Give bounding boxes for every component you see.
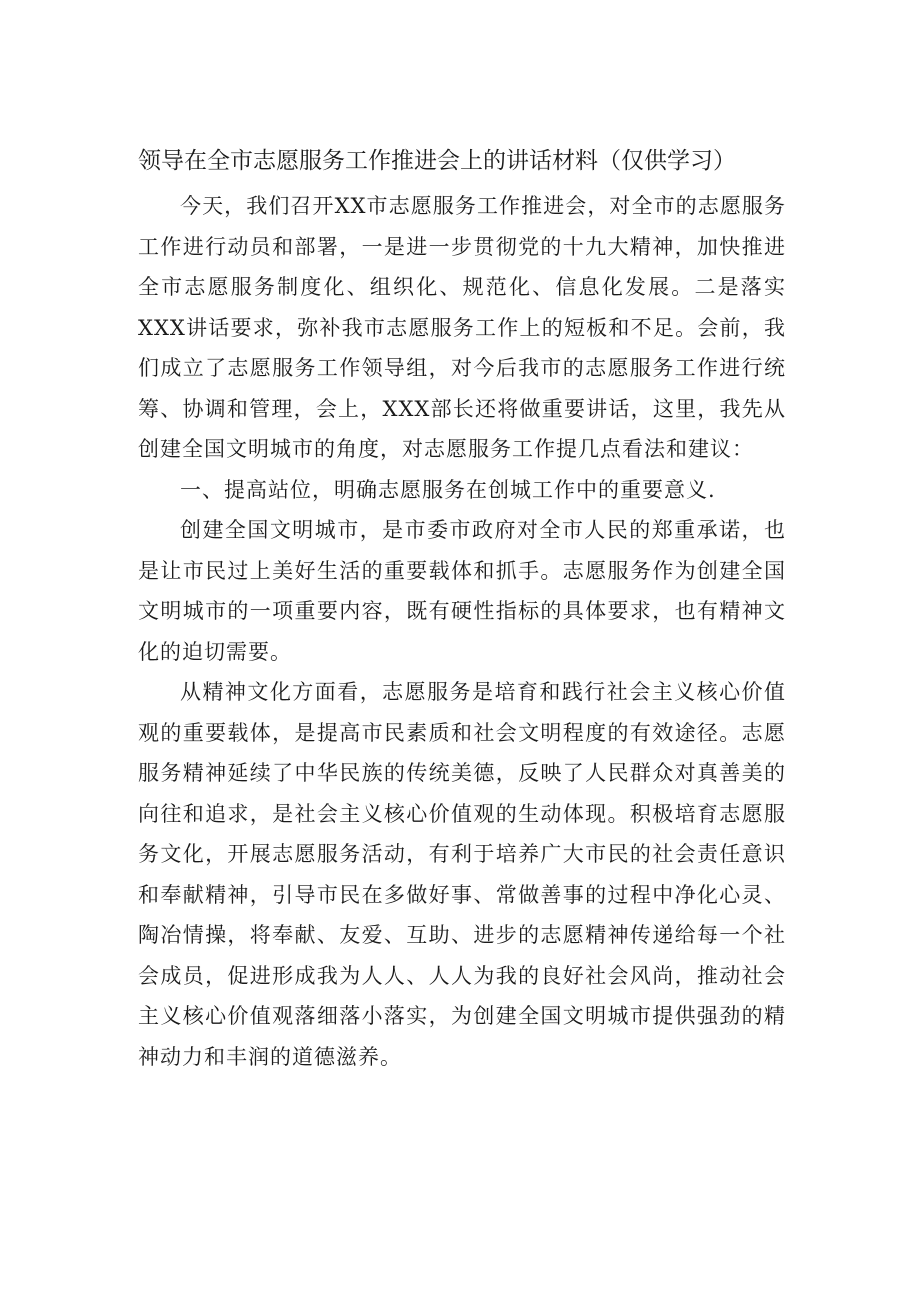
document-title: 领导在全市志愿服务工作推进会上的讲话材料（仅供学习） xyxy=(138,148,736,174)
paragraph-spiritual-culture: 从精神文化方面看，志愿服务是培育和践行社会主义核心价值观的重要载体，是提高市民素质和社会文明程度的有效途径。志愿服务精神延续了中华民族的传统美德，反映了人民群众对真善美的向往和追求，是社会主义核心价值观的生动体现。积极培育志愿服务文化，开展志愿服务活动，有利于培养广大市民的社会责任意识和奉献精神，引导市民在多做好事、常做善事的过程中净化心灵、陶冶情操，将奉献、友爱、互助、进步的志愿精神传递给每一个社会成员，促进形成我为人人、人人为我的良好社会风尚，推动社会主义核心价值观落细落小落实，为创建全国文明城市提供强劲的精神动力和丰润的道德滋养。 xyxy=(138,680,786,1069)
paragraph-creation: 创建全国文明城市，是市委市政府对全市人民的郑重承诺，也是让市民过上美好生活的重要载体和抓手。志愿服务作为创建全国文明城市的一项重要内容，既有硬性指标的具体要求，也有精神文化的迫切需要。 xyxy=(138,518,786,664)
paragraph-opening: 今天，我们召开XX市志愿服务工作推进会，对全市的志愿服务工作进行动员和部署，一是进一步贯彻党的十九大精神，加快推进全市志愿服务制度化、组织化、规范化、信息化发展。二是落实XXX讲话要求，弥补我市志愿服务工作上的短板和不足。会前，我们成立了志愿服务工作领导组，对今后我市的志愿服务工作进行统筹、协调和管理，会上，XXX部长还将做重要讲话，这里，我先从创建全国文明城市的角度，对志愿服务工作提几点看法和建议： xyxy=(138,194,786,461)
document-body xyxy=(138,186,786,1077)
section-heading-1: 一、提高站位，明确志愿服务在创城工作中的重要意义. xyxy=(180,477,716,502)
